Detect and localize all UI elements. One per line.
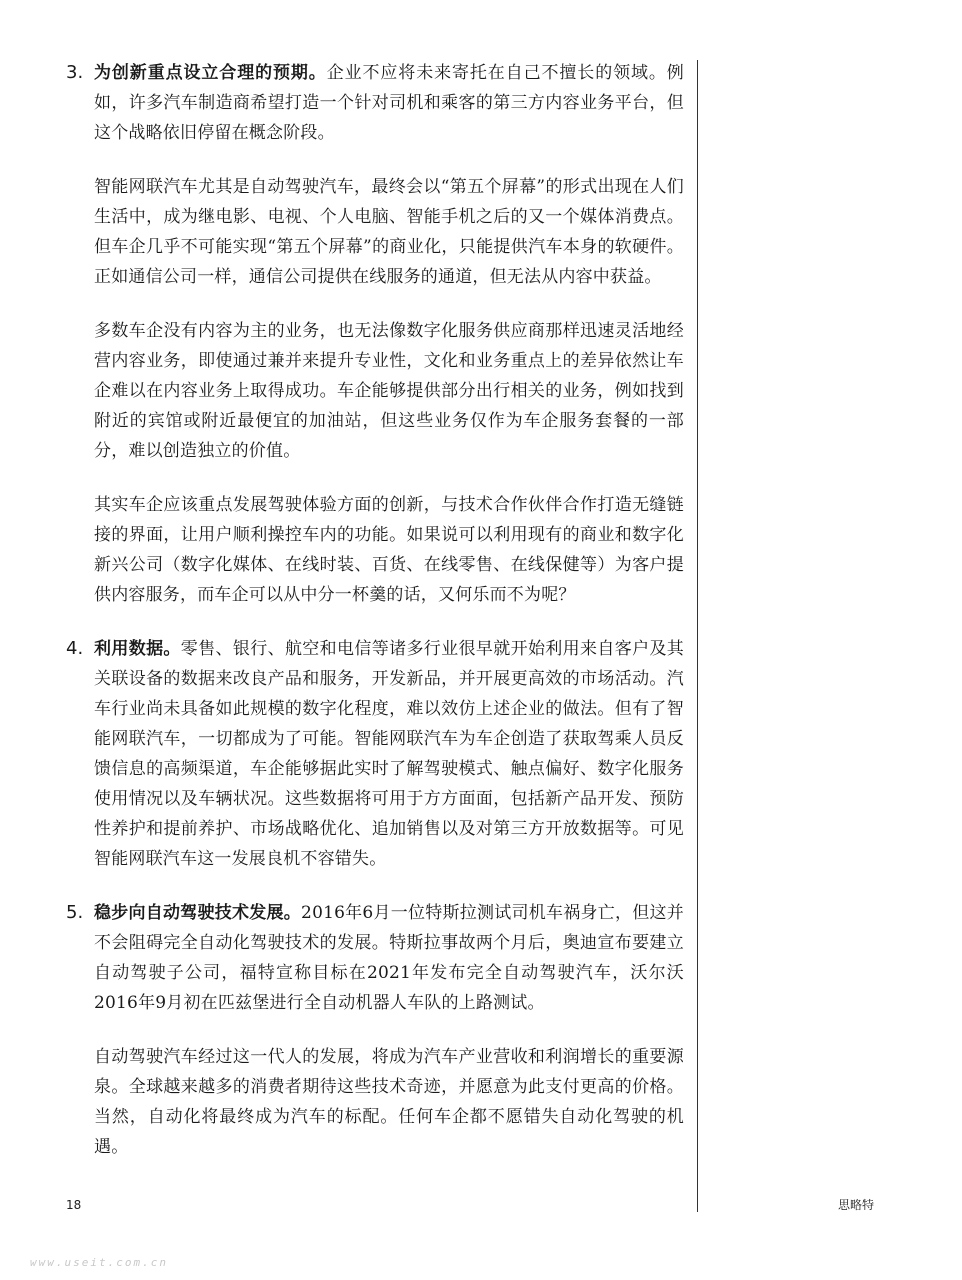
paragraph-text: 自动驾驶汽车经过这一代人的发展，将成为汽车产业营收和利润增长的重要源泉。全球越来越多的消费者期待这些技术奇迹，并愿意为此支付更高的价格。当然，自动化将最终成为汽车的标配。任何车企都不愿错失自动化驾驶的机遇。 bbox=[94, 1047, 684, 1157]
paragraph bbox=[94, 898, 684, 1018]
column-divider bbox=[697, 60, 698, 1212]
list-item-5 bbox=[66, 898, 684, 1162]
watermark: www.useit.com.cn bbox=[30, 1256, 168, 1269]
article-body bbox=[66, 58, 684, 1186]
paragraph-text: 智能网联汽车尤其是自动驾驶汽车，最终会以“第五个屏幕”的形式出现在人们生活中，成为继电影、电视、个人电脑、智能手机之后的又一个媒体消费点。但车企几乎不可能实现“第五个屏幕”的商业化，只能提供汽车本身的软硬件。正如通信公司一样，通信公司提供在线服务的通道，但无法从内容中获益。 bbox=[94, 177, 684, 287]
item-number: 3. bbox=[66, 62, 84, 83]
item-number: 4. bbox=[66, 638, 84, 659]
paragraph bbox=[94, 316, 684, 466]
paragraph bbox=[94, 634, 684, 874]
paragraph-text: 多数车企没有内容为主的业务，也无法像数字化服务供应商那样迅速灵活地经营内容业务，即使通过兼并来提升专业性，文化和业务重点上的差异依然让车企难以在内容业务上取得成功。车企能够提供部分出行相关的业务，例如找到附近的宾馆或附近最便宜的加油站，但这些业务仅作为车企服务套餐的一部分，难以创造独立的价值。 bbox=[94, 321, 684, 461]
paragraph-text: 2016年6月一位特斯拉测试司机车祸身亡，但这并不会阻碍完全自动化驾驶技术的发展。特斯拉事故两个月后，奥迪宣布要建立自动驾驶子公司，福特宣称目标在2021年发布完全自动驾驶汽车，沃尔沃2016年9月初在匹兹堡进行全自动机器人车队的上路测试。 bbox=[94, 903, 684, 1013]
page-number: 18 bbox=[66, 1198, 82, 1212]
paragraph-lead: 利用数据。 bbox=[94, 639, 181, 659]
paragraph-text: 其实车企应该重点发展驾驶体验方面的创新，与技术合作伙伴合作打造无缝链接的界面，让用户顺利操控车内的功能。如果说可以利用现有的商业和数字化新兴公司（数字化媒体、在线时装、百货、在线零售、在线保健等）为客户提供内容服务，而车企可以从中分一杯羹的话，又何乐而不为呢？ bbox=[94, 495, 684, 605]
list-item-3 bbox=[66, 58, 684, 610]
paragraph-lead: 稳步向自动驾驶技术发展。 bbox=[94, 903, 302, 923]
brand-name: 思略特 bbox=[838, 1198, 875, 1212]
paragraph-text: 企业不应将未来寄托在自己不擅长的领域。例如，许多汽车制造商希望打造一个针对司机和乘客的第三方内容业务平台，但这个战略依旧停留在概念阶段。 bbox=[94, 63, 684, 143]
paragraph bbox=[94, 1042, 684, 1162]
item-number: 5. bbox=[66, 902, 84, 923]
paragraph bbox=[94, 172, 684, 292]
paragraph bbox=[94, 490, 684, 610]
paragraph-lead: 为创新重点设立合理的预期。 bbox=[94, 63, 327, 83]
paragraph bbox=[94, 58, 684, 148]
list-item-4 bbox=[66, 634, 684, 874]
paragraph-text: 零售、银行、航空和电信等诸多行业很早就开始利用来自客户及其关联设备的数据来改良产品和服务，开发新品，并开展更高效的市场活动。汽车行业尚未具备如此规模的数字化程度，难以效仿上述企业的做法。但有了智能网联汽车，一切都成为了可能。智能网联汽车为车企创造了获取驾乘人员反馈信息的高频渠道，车企能够据此实时了解驾驶模式、触点偏好、数字化服务使用情况以及车辆状况。这些数据将可用于方方面面，包括新产品开发、预防性养护和提前养护、市场战略优化、追加销售以及对第三方开放数据等。可见智能网联汽车这一发展良机不容错失。 bbox=[94, 639, 684, 869]
